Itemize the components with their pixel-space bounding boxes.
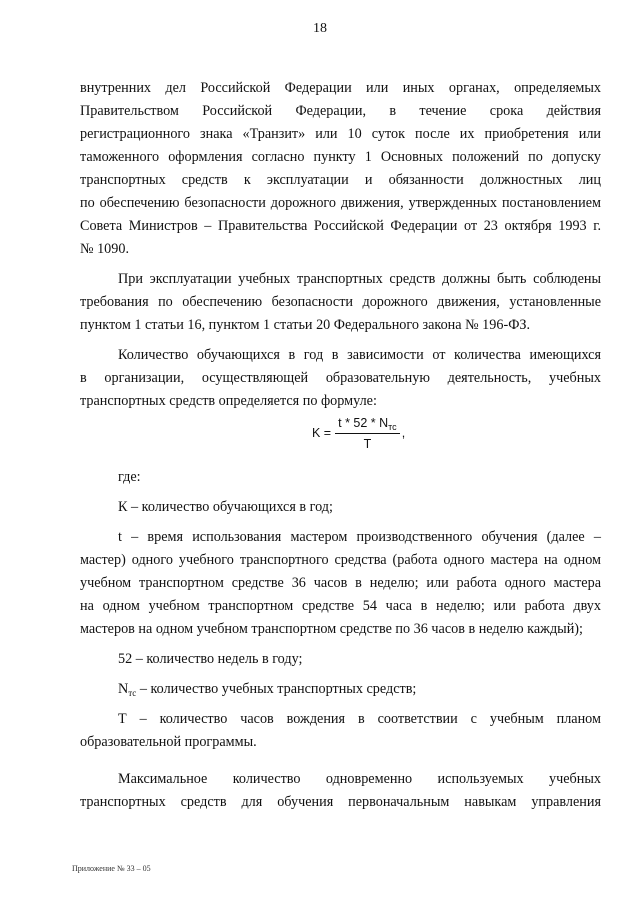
definition-T-line: Т – количество часов вождения в соответствии с учебным планом — [118, 711, 601, 727]
text-line: транспортных средств для обучения первоначальным навыкам управления — [80, 794, 601, 810]
text-line: таможенного оформления согласно пункту 1 Основных положений по допуску — [80, 149, 601, 165]
definition-t-line: мастеров на одном учебном транспортном средстве по 36 часов в неделю каждый); — [80, 621, 583, 637]
definition-t-line: t – время использования мастером производственного обучения (далее – — [118, 529, 601, 545]
text-line: Совета Министров – Правительства Российской Федерации от 23 октября 1993 г. — [80, 218, 601, 234]
paragraph-students-count — [80, 344, 601, 413]
text-line: требования по обеспечению безопасности дорожного движения, установленные — [80, 294, 601, 310]
page-number: 18 — [313, 21, 327, 36]
paragraph-max-vehicles — [80, 768, 601, 814]
definition-t-line: учебном транспортном средстве 36 часов в неделю; или работа одного мастера — [80, 575, 601, 591]
paragraph-continuation — [80, 77, 601, 261]
definitions — [80, 466, 601, 754]
paragraph-exploitation — [80, 268, 601, 337]
formula-numerator: t * $52 * N_{тс}$ — [335, 415, 400, 434]
text-line: по обеспечению безопасности дорожного движения, утвержденных постановлением — [80, 195, 601, 211]
formula-lhs: K = — [312, 426, 332, 440]
text-line: транспортных средств определяется по формуле: — [80, 393, 377, 409]
document-body — [80, 77, 601, 814]
formula-fraction — [335, 415, 400, 452]
footer-note: Приложение № 33 – 05 — [72, 864, 151, 873]
formula-comma: , — [401, 426, 406, 440]
text-line: Правительством Российской Федерации, в течение срока действия — [80, 103, 601, 119]
definition-52: 52 – количество недель в году; — [118, 651, 303, 667]
text-line: пунктом 1 статьи 16, пунктом 1 статьи 20 Федерального закона № 196-ФЗ. — [80, 317, 531, 333]
text-line: в организации, осуществляющей образовательную деятельность, учебных — [80, 370, 601, 386]
definition-t-line: мастер) одного учебного транспортного средства (работа одного мастера на одном — [80, 552, 601, 568]
definition-n: $N_{тс}$ – количество учебных транспортных средств; — [118, 681, 417, 698]
text-line: транспортных средств к эксплуатации и обязанности должностных лиц — [80, 172, 601, 188]
text-line: Максимальное количество одновременно используемых учебных — [118, 771, 601, 787]
text-line: № 1090. — [80, 241, 130, 257]
definition-t-line: на одном учебном транспортном средстве 54 часа в неделю; или работа двух — [80, 598, 601, 614]
text-line: внутренних дел Российской Федерации или иных органах, определяемых — [80, 80, 601, 96]
definition-T-line: образовательной программы. — [80, 734, 257, 750]
where-label: где: — [118, 469, 141, 485]
text-line: Количество обучающихся в год в зависимости от количества имеющихся — [118, 347, 601, 363]
text-line: регистрационного знака «Транзит» или 10 суток после их приобретения или — [80, 126, 601, 142]
formula — [80, 415, 601, 459]
text-line: При эксплуатации учебных транспортных средств должны быть соблюдены — [118, 271, 601, 287]
formula-denominator: T — [363, 437, 372, 451]
definition-k: К – количество обучающихся в год; — [118, 499, 333, 515]
